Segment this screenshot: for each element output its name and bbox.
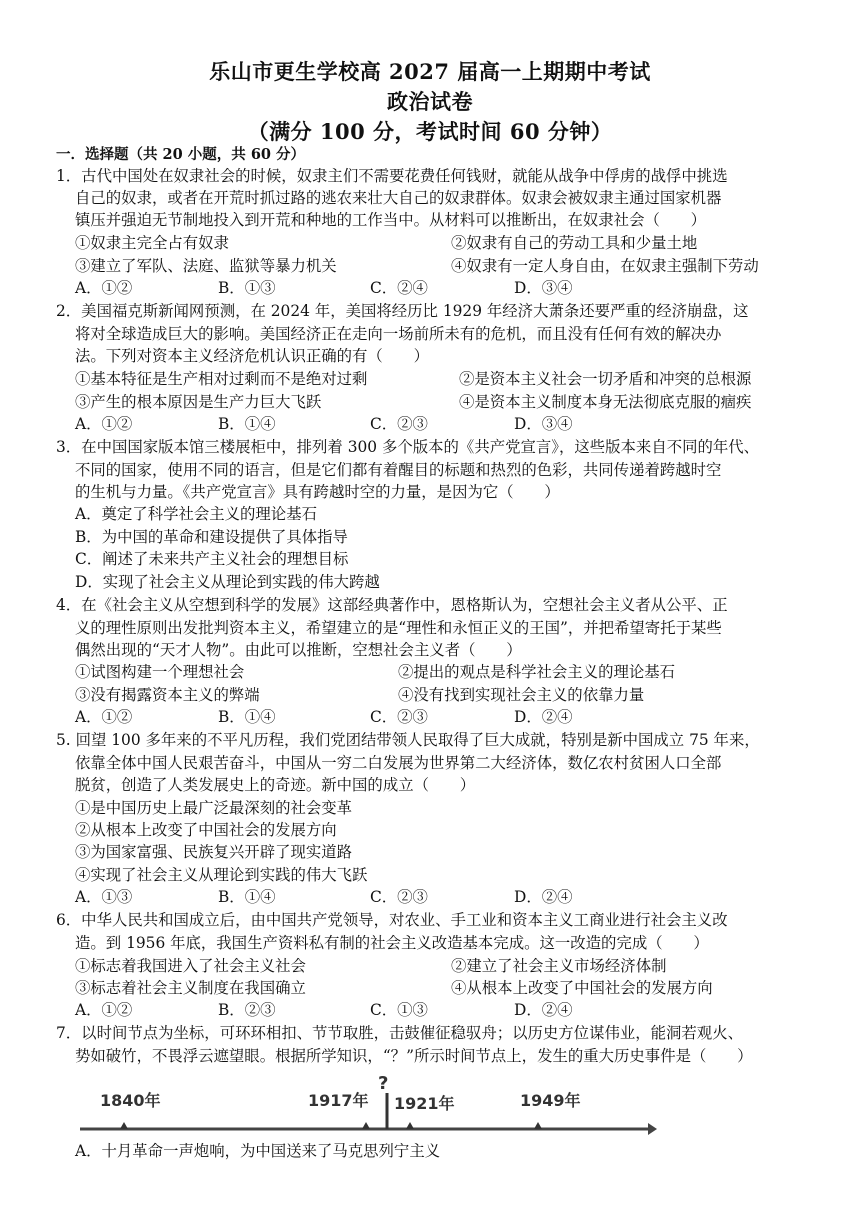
q2-choice-b: B．①④ xyxy=(218,415,276,433)
q2-line-1: 2．美国福克斯新闻网预测，在 2024 年，美国将经历比 1929 年经济大萧条还要严重的经济崩盘，这 xyxy=(56,302,749,320)
q2-choice-d: D．③④ xyxy=(514,415,573,433)
q4-item-4: ④没有找到实现社会主义的依靠力量 xyxy=(398,686,645,704)
q5-item-3: ③为国家富强、民族复兴开辟了现实道路 xyxy=(75,843,353,861)
q3-line-2: 不同的国家，使用不同的语言，但是它们都有着醒目的标题和热烈的色彩，共同传递着跨越时空 xyxy=(75,461,722,479)
q4-line-3: 偶然出现的“天才人物”。由此可以推断，空想社会主义者（ ） xyxy=(75,641,522,659)
q5-choice-b: B．①④ xyxy=(218,888,276,906)
q6-item-1: ①标志着我国进入了社会主义社会 xyxy=(75,957,306,975)
q1-choice-c: C．②④ xyxy=(370,279,428,297)
q6-choice-d: D．②④ xyxy=(514,1001,573,1019)
q1-item-1: ①奴隶主完全占有奴隶 xyxy=(75,234,229,252)
q2-item-3: ③产生的根本原因是生产力巨大飞跃 xyxy=(75,393,322,411)
q2-line-3: 法。下列对资本主义经济危机认识正确的有（ ） xyxy=(75,347,429,365)
q1-line-2: 自己的奴隶，或者在开荒时抓过路的逃农来壮大自己的奴隶群体。奴隶会被奴隶主通过国家机器 xyxy=(75,189,722,207)
q5-choice-c: C．②③ xyxy=(370,888,428,906)
timeline-label-1840: 1840年 xyxy=(100,1091,161,1110)
q4-choice-d: D．②④ xyxy=(514,708,573,726)
q2-choice-a: A．①② xyxy=(75,415,133,433)
q1-line-3: 镇压并强迫无节制地投入到开荒和种地的工作当中。从材料可以推断出，在奴隶社会（ ） xyxy=(75,211,707,229)
section-heading: 一．选择题（共 20 小题，共 60 分） xyxy=(56,146,306,163)
q4-item-1: ①试图构建一个理想社会 xyxy=(75,663,245,681)
q7-line-2: 势如破竹，不畏浮云遮望眼。根据所学知识，“？”所示时间节点上，发生的重大历史事件是（ ） xyxy=(75,1047,753,1065)
q1-line-1: 1．古代中国处在奴隶社会的时候，奴隶主们不需要花费任何钱财，就能从战争中俘虏的战俘中挑选 xyxy=(56,167,728,185)
q7-line-1: 7．以时间节点为坐标，可环环相扣、节节取胜，击鼓催征稳驭舟；以历史方位谋伟业，能洞若观火、 xyxy=(56,1024,743,1042)
q3-option-d: D．实现了社会主义从理论到实践的伟大跨越 xyxy=(75,573,380,591)
q6-item-2: ②建立了社会主义市场经济体制 xyxy=(451,957,667,975)
q3-line-1: 3．在中国国家版本馆三楼展柜中，排列着 300 多个版本的《共产党宣言》，这些版本来自不同的年代、 xyxy=(56,438,760,456)
q2-item-1: ①基本特征是生产相对过剩而不是绝对过剩 xyxy=(75,370,368,388)
q6-choice-c: C．①③ xyxy=(370,1001,428,1019)
q5-item-2: ②从根本上改变了中国社会的发展方向 xyxy=(75,821,337,839)
q6-choice-b: B．②③ xyxy=(218,1001,276,1019)
q6-item-3: ③标志着社会主义制度在我国确立 xyxy=(75,979,306,997)
timeline-label-1921: 1921年 xyxy=(394,1094,455,1113)
timeline-question-label: ? xyxy=(378,1075,389,1094)
q6-line-1: 6．中华人民共和国成立后，由中国共产党领导，对农业、手工业和资本主义工商业进行社会主义改 xyxy=(56,911,728,929)
q3-line-3: 的生机与力量。《共产党宣言》具有跨越时空的力量，是因为它（ ） xyxy=(75,483,560,501)
exam-note: （满分 100 分，考试时间 60 分钟） xyxy=(247,119,613,144)
q7-option-a: A．十月革命一声炮响，为中国送来了马克思列宁主义 xyxy=(75,1142,441,1160)
q6-choice-a: A．①② xyxy=(75,1001,133,1019)
q5-item-1: ①是中国历史上最广泛最深刻的社会变革 xyxy=(75,799,353,817)
timeline-label-1949: 1949年 xyxy=(520,1091,581,1110)
timeline-figure xyxy=(72,1075,657,1137)
q6-line-2: 造。到 1956 年底，我国生产资料私有制的社会主义改造基本完成。这一改造的完成（ ） xyxy=(75,934,709,952)
q1-choice-a: A．①② xyxy=(75,279,133,297)
q5-choice-d: D．②④ xyxy=(514,888,573,906)
q4-line-2: 义的理性原则出发批判资本主义，希望建立的是“理性和永恒正义的王国”，并把希望寄托于某些 xyxy=(75,619,722,637)
q4-choice-b: B．①④ xyxy=(218,708,276,726)
q6-item-4: ④从根本上改变了中国社会的发展方向 xyxy=(451,979,713,997)
q5-item-4: ④实现了社会主义从理论到实践的伟大飞跃 xyxy=(75,866,368,884)
q4-item-3: ③没有揭露资本主义的弊端 xyxy=(75,686,260,704)
q1-choice-b: B．①③ xyxy=(218,279,276,297)
q3-option-a: A．奠定了科学社会主义的理论基石 xyxy=(75,505,317,523)
q2-choice-c: C．②③ xyxy=(370,415,428,433)
timeline-label-1917: 1917年 xyxy=(308,1091,369,1110)
q2-line-2: 将对全球造成巨大的影响。美国经济正在走向一场前所未有的危机，而且没有任何有效的解决办 xyxy=(75,325,722,343)
q2-item-4: ④是资本主义制度本身无法彻底克服的痼疾 xyxy=(459,393,752,411)
exam-title: 乐山市更生学校高 2027 届高一上期期中考试 xyxy=(209,59,651,84)
q1-item-4: ④奴隶有一定人身自由，在奴隶主强制下劳动 xyxy=(451,257,759,275)
q2-item-2: ②是资本主义社会一切矛盾和冲突的总根源 xyxy=(459,370,752,388)
q3-option-b: B．为中国的革命和建设提供了具体指导 xyxy=(75,528,348,546)
q4-line-1: 4．在《社会主义从空想到科学的发展》这部经典著作中，恩格斯认为，空想社会主义者从公平、正 xyxy=(56,596,728,614)
q5-line-3: 脱贫，创造了人类发展史上的奇迹。新中国的成立（ ） xyxy=(75,776,476,794)
q5-line-1: 5. 回望 100 多年来的不平凡历程，我们党团结带领人民取得了巨大成就，特别是新中国成立 75 年来， xyxy=(56,731,760,749)
exam-subject: 政治试卷 xyxy=(387,89,473,114)
q5-choice-a: A．①③ xyxy=(75,888,133,906)
q1-item-2: ②奴隶有自己的劳动工具和少量土地 xyxy=(451,234,698,252)
q4-item-2: ②提出的观点是科学社会主义的理论基石 xyxy=(398,663,676,681)
q1-choice-d: D．③④ xyxy=(514,279,573,297)
q5-line-2: 依靠全体中国人民艰苦奋斗，中国从一穷二白发展为世界第二大经济体，数亿农村贫困人口全部 xyxy=(75,754,722,772)
q3-option-c: C．阐述了未来共产主义社会的理想目标 xyxy=(75,550,349,568)
q4-choice-a: A．①② xyxy=(75,708,133,726)
q4-choice-c: C．②③ xyxy=(370,708,428,726)
q1-item-3: ③建立了军队、法庭、监狱等暴力机关 xyxy=(75,257,337,275)
